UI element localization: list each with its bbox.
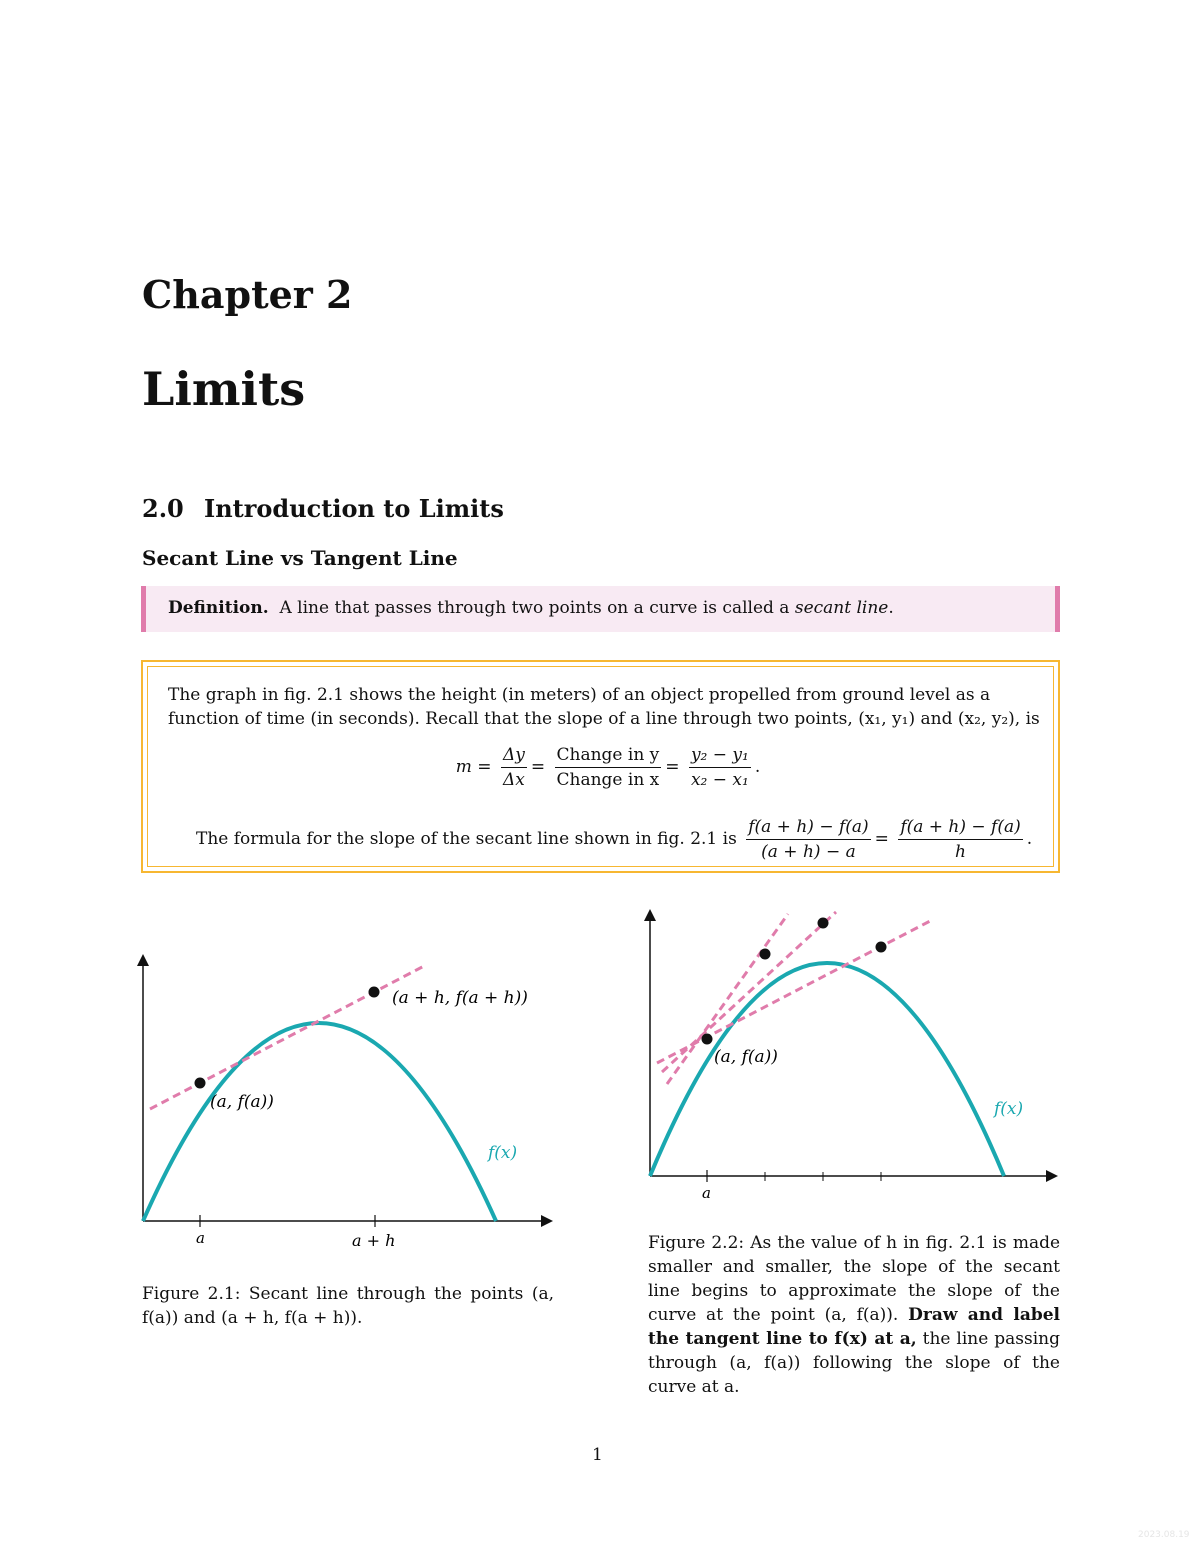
definition-lead: Definition.	[168, 598, 269, 618]
secant-formula-line: The formula for the slope of the secant line shown in fig. 2.1 is $\frac{f(a + h) - f(a)}{(a + h) - a}$ = $\frac{f(a + h) - f(a)}{h}$ .	[196, 817, 1033, 862]
caption-instruction: Draw and label the tangent line to f(x) at a,	[648, 1305, 1060, 1349]
example-paragraph: The graph in fig. 2.1 shows the height (in meters) of an object propelled from ground level as a function of time (in seconds). Recall that the slope of a line through two points, (x₁, y₁) and (x₂, y₂), is	[168, 685, 1040, 729]
section-title: Introduction to Limits	[204, 494, 504, 523]
caption-text: As the value of h in fig. 2.1 is made smaller and smaller, the slope of the secant line begins to approximate the slope of the curve at the point (a, f(a)).	[648, 1233, 1061, 1325]
page-number: 1	[592, 1445, 603, 1465]
chapter-title: Limits	[142, 362, 306, 416]
figure-2-2	[640, 900, 1070, 1210]
example-box-inner	[147, 666, 1054, 867]
definition-end: .	[888, 598, 894, 618]
slope-frac-delta: $\frac{\Delta y}{\Delta x}$	[502, 745, 525, 790]
example-box	[141, 660, 1060, 873]
label-tick-a: a	[702, 1184, 711, 1202]
definition-term: secant line	[794, 598, 889, 618]
label-tick-a: a	[196, 1229, 205, 1247]
curve-f	[143, 1023, 496, 1221]
caption-lead: Figure 2.2:	[648, 1233, 745, 1253]
point-a	[195, 1078, 206, 1089]
definition-body: A line that passes through two points on a curve is called a	[279, 598, 790, 618]
figure-2-1-caption	[142, 1282, 554, 1330]
point-a-plus-h	[369, 987, 380, 998]
section-heading	[142, 494, 504, 523]
label-point-a: (a, f(a))	[210, 1092, 274, 1112]
figure-2-2-caption	[648, 1231, 1060, 1399]
definition-box	[141, 586, 1060, 632]
label-curve: f(x)	[994, 1099, 1024, 1119]
label-tick-a-plus-h: a + h	[352, 1231, 396, 1250]
section-number: 2.0	[142, 494, 184, 523]
point-secant-2	[818, 918, 829, 929]
secant-line	[150, 965, 426, 1109]
slope-frac-words: $\frac{\text{Change in y}}{\text{Change in x}}$	[556, 745, 660, 790]
point-secant-3	[876, 942, 887, 953]
secant-sentence: The formula for the slope of the secant line shown in fig. 2.1 is	[196, 829, 737, 849]
secant-frac-1: $\frac{f(a + h) - f(a)}{(a + h) - a}$	[748, 817, 869, 862]
label-point-a-plus-h: (a + h, f(a + h))	[392, 988, 528, 1008]
point-secant-1	[760, 949, 771, 960]
definition-text	[168, 598, 894, 618]
figure-2-1	[130, 945, 570, 1255]
slope-formula: m = $\frac{\Delta y}{\Delta x}$ = $\frac{\text{Change in y}}{\text{Change in x}}$ = $\frac{\text{y₂ − y₁}}{\text{x₂ − x₁}}$ .	[455, 745, 761, 790]
slope-frac-points: $\frac{\text{y₂ − y₁}}{\text{x₂ − x₁}}$	[690, 745, 749, 790]
chapter-label: Chapter 2	[142, 272, 353, 317]
subsection-heading: Secant Line vs Tangent Line	[142, 546, 458, 570]
watermark: 2023.08.19	[1138, 1530, 1190, 1540]
caption-text-2: the line passing through (a, f(a)) following the slope of the curve at a.	[648, 1329, 1061, 1397]
caption-text: Secant line through the points (a, f(a)) and (a + h, f(a + h)).	[142, 1284, 554, 1328]
point-a	[702, 1034, 713, 1045]
label-point-a: (a, f(a))	[714, 1047, 778, 1067]
label-curve: f(x)	[488, 1143, 518, 1163]
curve-f	[650, 963, 1004, 1176]
caption-lead: Figure 2.1:	[142, 1284, 241, 1304]
slope-lhs: m =	[455, 757, 492, 777]
secant-frac-2: $\frac{f(a + h) - f(a)}{h}$	[900, 817, 1021, 862]
